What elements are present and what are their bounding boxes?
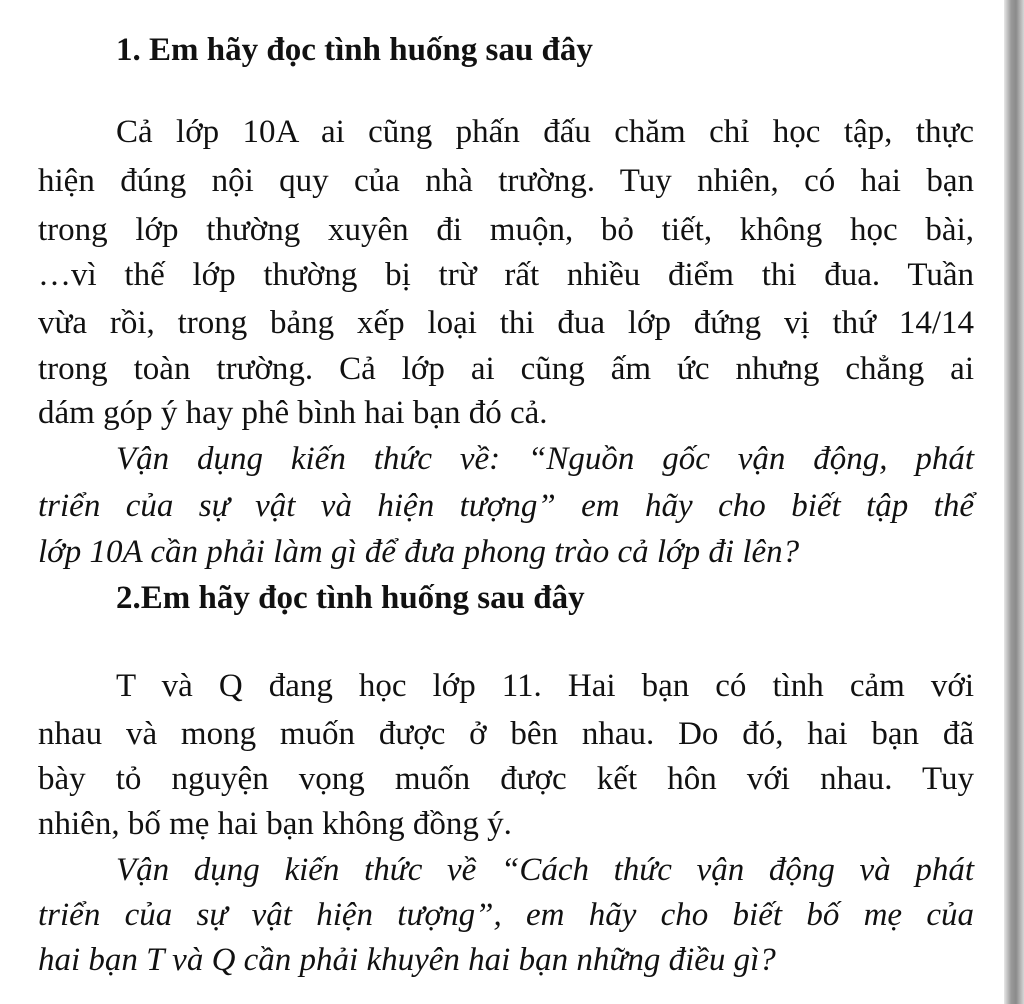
section-1-paragraph-line: trong toàn trường. Cả lớp ai cũng ấm ức nhưng chẳng ai: [38, 351, 974, 387]
section-2-paragraph-line: nhau và mong muốn được ở bên nhau. Do đó, hai bạn đã: [38, 716, 974, 752]
section-2-paragraph-line: bày tỏ nguyện vọng muốn được kết hôn với nhau. Tuy: [38, 761, 974, 797]
section-1-paragraph-line: Cả lớp 10A ai cũng phấn đấu chăm chỉ học tập, thực: [116, 114, 974, 150]
section-2-question-line: triển của sự vật hiện tượng”, em hãy cho biết bố mẹ của: [38, 897, 974, 933]
section-1-paragraph-line: hiện đúng nội quy của nhà trường. Tuy nhiên, có hai bạn: [38, 163, 974, 199]
section-1-paragraph-line: …vì thế lớp thường bị trừ rất nhiều điểm thi đua. Tuần: [38, 257, 974, 293]
section-2-paragraph-line: T và Q đang học lớp 11. Hai bạn có tình cảm với: [116, 668, 974, 704]
section-1-paragraph-line: trong lớp thường xuyên đi muộn, bỏ tiết, không học bài,: [38, 212, 974, 248]
section-2-paragraph-line: nhiên, bố mẹ hai bạn không đồng ý.: [38, 806, 512, 842]
page-edge-shadow: [1004, 0, 1024, 1004]
section-1-paragraph-line: dám góp ý hay phê bình hai bạn đó cả.: [38, 395, 548, 431]
section-1-question-line: Vận dụng kiến thức về: “Nguồn gốc vận động, phát: [116, 441, 974, 477]
section-2-question-line: hai bạn T và Q cần phải khuyên hai bạn những điều gì?: [38, 942, 776, 978]
section-1-heading: 1. Em hãy đọc tình huống sau đây: [116, 32, 593, 68]
section-1-paragraph-line: vừa rồi, trong bảng xếp loại thi đua lớp đứng vị thứ 14/14: [38, 305, 974, 341]
section-2-heading: 2.Em hãy đọc tình huống sau đây: [116, 580, 585, 616]
section-1-question-line: lớp 10A cần phải làm gì để đưa phong trào cả lớp đi lên?: [38, 534, 800, 570]
section-1-question-line: triển của sự vật và hiện tượng” em hãy cho biết tập thể: [38, 488, 974, 524]
section-2-question-line: Vận dụng kiến thức về “Cách thức vận động và phát: [116, 852, 974, 888]
